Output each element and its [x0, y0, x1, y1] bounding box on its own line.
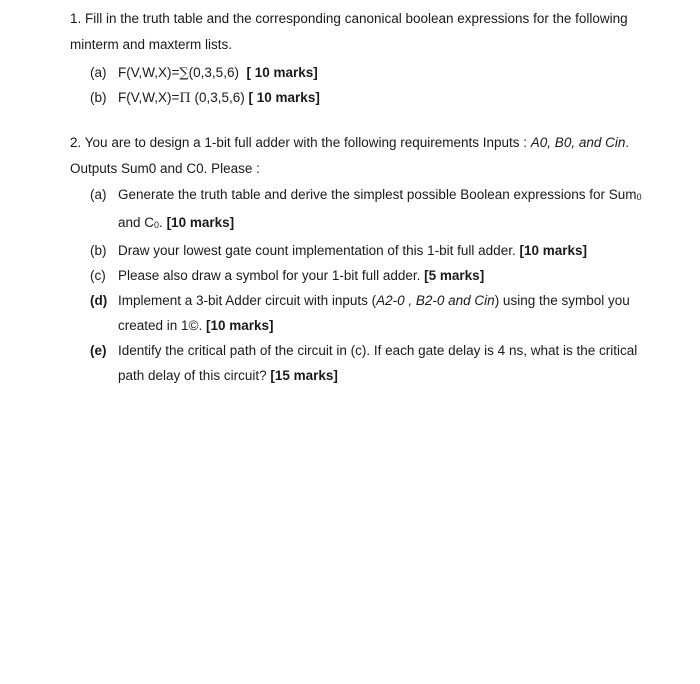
question-2c — [90, 263, 650, 288]
question-2d-body — [118, 288, 650, 338]
and-word: and — [118, 215, 145, 230]
question-2b-label: (b) — [90, 243, 107, 258]
question-2c-body — [118, 263, 650, 288]
question-1b-body — [118, 86, 650, 111]
question-2d-marks: [10 marks] — [206, 318, 274, 333]
question-2d-text-a: Implement a 3-bit Adder circuit with inputs ( — [118, 293, 377, 308]
question-1a — [90, 61, 650, 86]
pi-symbol: Π — [179, 91, 191, 106]
question-1-text — [70, 6, 650, 58]
question-2d — [90, 288, 650, 338]
question-2b — [90, 238, 650, 263]
question-2b-marks: [10 marks] — [519, 243, 588, 258]
question-1a-label: (a) — [90, 65, 107, 80]
carry-subscript: 0 — [154, 220, 160, 230]
question-2c-text: Please also draw a symbol for your 1-bit full adder. — [118, 268, 425, 283]
question-2e-label: (e) — [90, 343, 107, 358]
question-2b-body — [118, 238, 650, 263]
question-1b-label: (b) — [90, 90, 107, 105]
question-1a-function: F(V,W,X)= — [118, 65, 180, 80]
question-1 — [70, 6, 650, 111]
question-2-intro-a: You are to design a 1-bit full adder with the following requirements Inputs : — [84, 135, 531, 150]
question-1b-marks: [ 10 marks] — [248, 90, 320, 105]
question-2a-marks: [10 marks] — [166, 215, 235, 230]
question-2-intro-b: . Outputs Sum0 and C0. Please : — [70, 135, 630, 176]
question-2e — [90, 338, 650, 388]
question-2 — [70, 130, 650, 388]
question-1b-maxterms: (0,3,5,6) — [190, 90, 245, 105]
question-2e-body — [118, 338, 650, 388]
question-1a-minterms: (0,3,5,6) — [188, 65, 239, 80]
question-2c-label: (c) — [90, 268, 106, 283]
question-2e-marks: [15 marks] — [270, 368, 338, 383]
sum-subscript: 0 — [636, 192, 642, 202]
question-2a-text: Generate the truth table and derive the simplest possible Boolean expressions for — [118, 187, 609, 202]
question-2a-label: (a) — [90, 187, 107, 202]
question-1-number: 1. — [70, 11, 82, 26]
period: . — [159, 215, 167, 230]
question-2e-text: Identify the critical path of the circuit in (c). If each gate delay is 4 ns, what is the critical path delay of this circuit? — [118, 343, 638, 383]
question-1-statement: Fill in the truth table and the corresponding canonical boolean expressions for the following minterm and maxterm lists. — [70, 11, 628, 52]
question-2d-inputs: A2-0 , B2-0 and Cin — [376, 293, 495, 308]
question-2c-marks: [5 marks] — [424, 268, 485, 283]
question-2-inputs: A0, B0, and Cin — [530, 135, 626, 150]
sum-output: Sum — [608, 187, 637, 202]
question-1b-function: F(V,W,X)= — [118, 90, 180, 105]
question-2-intro — [70, 130, 650, 182]
question-1a-marks: [ 10 marks] — [246, 65, 318, 80]
carry-output: C — [144, 215, 155, 230]
question-2d-label: (d) — [90, 293, 108, 308]
question-2-number: 2. — [70, 135, 82, 150]
sigma-symbol: ∑ — [179, 66, 189, 81]
question-2a-body — [118, 182, 650, 238]
question-1b — [90, 86, 650, 111]
question-1a-body — [118, 61, 650, 86]
question-2d-text-b: ) using the symbol you created in 1©. — [118, 293, 630, 333]
question-2b-text: Draw your lowest gate count implementation of this 1-bit full adder. — [118, 243, 520, 258]
question-2a — [90, 182, 650, 238]
